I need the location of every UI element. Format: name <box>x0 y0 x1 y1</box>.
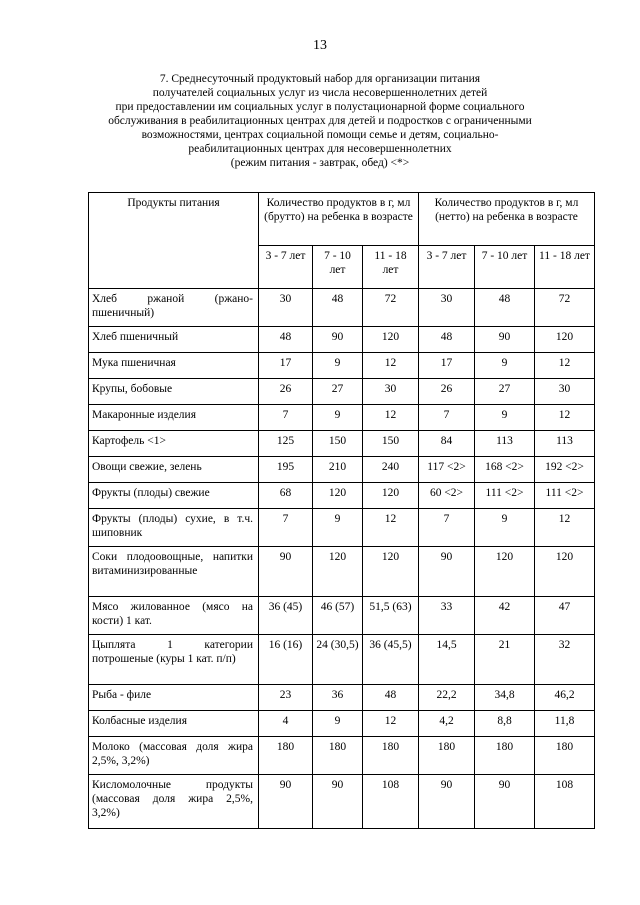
quantity-cell: 12 <box>535 405 595 431</box>
quantity-cell: 120 <box>363 327 419 353</box>
quantity-cell: 30 <box>535 379 595 405</box>
table-row <box>89 509 595 547</box>
quantity-cell: 150 <box>363 431 419 457</box>
quantity-cell: 26 <box>419 379 475 405</box>
quantity-cell: 16 (16) <box>259 635 313 685</box>
age-header: 11 - 18 лет <box>535 246 595 289</box>
quantity-cell: 21 <box>475 635 535 685</box>
quantity-cell: 120 <box>363 483 419 509</box>
quantity-cell: 30 <box>363 379 419 405</box>
quantity-cell: 108 <box>535 775 595 829</box>
table-row <box>89 635 595 685</box>
product-name-cell: Макаронные изделия <box>89 405 259 431</box>
quantity-cell: 90 <box>259 547 313 597</box>
quantity-cell: 180 <box>363 737 419 775</box>
quantity-cell: 240 <box>363 457 419 483</box>
product-name-cell: Фрукты (плоды) сухие, в т.ч. шиповник <box>89 509 259 547</box>
quantity-cell: 9 <box>475 405 535 431</box>
table-row <box>89 685 595 711</box>
header-product: Продукты питания <box>89 193 259 289</box>
quantity-cell: 9 <box>313 711 363 737</box>
quantity-cell: 90 <box>419 547 475 597</box>
quantity-cell: 14,5 <box>419 635 475 685</box>
quantity-cell: 111 <2> <box>535 483 595 509</box>
product-name-cell: Колбасные изделия <box>89 711 259 737</box>
quantity-cell: 72 <box>535 289 595 327</box>
food-norms-table <box>88 192 595 829</box>
heading-line: 7. Среднесуточный продуктовый набор для организации питания <box>159 73 481 85</box>
quantity-cell: 48 <box>313 289 363 327</box>
quantity-cell: 168 <2> <box>475 457 535 483</box>
product-name-cell: Хлеб пшеничный <box>89 327 259 353</box>
quantity-cell: 23 <box>259 685 313 711</box>
quantity-cell: 48 <box>475 289 535 327</box>
table-row <box>89 483 595 509</box>
quantity-cell: 36 (45,5) <box>363 635 419 685</box>
table-row <box>89 737 595 775</box>
table-row <box>89 379 595 405</box>
quantity-cell: 192 <2> <box>535 457 595 483</box>
quantity-cell: 90 <box>313 775 363 829</box>
quantity-cell: 7 <box>419 509 475 547</box>
quantity-cell: 11,8 <box>535 711 595 737</box>
quantity-cell: 51,5 (63) <box>363 597 419 635</box>
quantity-cell: 4,2 <box>419 711 475 737</box>
quantity-cell: 68 <box>259 483 313 509</box>
quantity-cell: 108 <box>363 775 419 829</box>
header-brutto: Количество продуктов в г, мл (брутто) на ребенка в возрасте <box>259 193 419 246</box>
quantity-cell: 180 <box>475 737 535 775</box>
quantity-cell: 120 <box>363 547 419 597</box>
heading-line: реабилитационных центрах для несовершеннолетних <box>188 143 452 155</box>
product-name-cell: Фрукты (плоды) свежие <box>89 483 259 509</box>
quantity-cell: 30 <box>259 289 313 327</box>
age-header: 7 - 10 лет <box>475 246 535 289</box>
table-row <box>89 289 595 327</box>
product-name-cell: Мука пшеничная <box>89 353 259 379</box>
heading-line: при предоставлении им социальных услуг в полустационарной форме социального <box>115 101 525 113</box>
quantity-cell: 180 <box>259 737 313 775</box>
section-heading <box>90 72 550 170</box>
quantity-cell: 90 <box>475 775 535 829</box>
quantity-cell: 7 <box>259 509 313 547</box>
quantity-cell: 7 <box>419 405 475 431</box>
product-name-cell: Кисломолочные продукты (массовая доля жира 2,5%, 3,2%) <box>89 775 259 829</box>
table-row <box>89 327 595 353</box>
table-row <box>89 547 595 597</box>
page-number: 13 <box>313 38 327 53</box>
quantity-cell: 9 <box>313 353 363 379</box>
quantity-cell: 90 <box>419 775 475 829</box>
product-name-cell: Овощи свежие, зелень <box>89 457 259 483</box>
quantity-cell: 30 <box>419 289 475 327</box>
quantity-cell: 48 <box>363 685 419 711</box>
quantity-cell: 180 <box>535 737 595 775</box>
product-name-cell: Молоко (массовая доля жира 2,5%, 3,2%) <box>89 737 259 775</box>
product-name-cell: Хлеб ржаной (ржано-пшеничный) <box>89 289 259 327</box>
quantity-cell: 180 <box>419 737 475 775</box>
heading-line: обслуживания в реабилитационных центрах для детей и подростков с ограниченными <box>108 115 532 127</box>
quantity-cell: 120 <box>535 327 595 353</box>
quantity-cell: 17 <box>259 353 313 379</box>
product-name-cell: Крупы, бобовые <box>89 379 259 405</box>
quantity-cell: 48 <box>419 327 475 353</box>
quantity-cell: 120 <box>475 547 535 597</box>
quantity-cell: 12 <box>535 353 595 379</box>
quantity-cell: 117 <2> <box>419 457 475 483</box>
quantity-cell: 47 <box>535 597 595 635</box>
product-name-cell: Соки плодоовощные, напитки витаминизированные <box>89 547 259 597</box>
quantity-cell: 9 <box>475 353 535 379</box>
quantity-cell: 84 <box>419 431 475 457</box>
quantity-cell: 46,2 <box>535 685 595 711</box>
quantity-cell: 36 (45) <box>259 597 313 635</box>
age-header: 7 - 10 лет <box>313 246 363 289</box>
quantity-cell: 12 <box>363 711 419 737</box>
quantity-cell: 12 <box>363 353 419 379</box>
table-row <box>89 405 595 431</box>
heading-line: получателей социальных услуг из числа несовершеннолетних детей <box>152 87 488 99</box>
quantity-cell: 12 <box>363 509 419 547</box>
table-header-row <box>89 193 595 246</box>
quantity-cell: 8,8 <box>475 711 535 737</box>
quantity-cell: 27 <box>313 379 363 405</box>
heading-line: возможностями, центрах социальной помощи семье и детям, социально- <box>141 129 499 141</box>
heading-line: (режим питания - завтрак, обед) <*> <box>230 157 410 169</box>
table-row <box>89 597 595 635</box>
age-header: 3 - 7 лет <box>259 246 313 289</box>
quantity-cell: 195 <box>259 457 313 483</box>
product-name-cell: Мясо жилованное (мясо на кости) 1 кат. <box>89 597 259 635</box>
quantity-cell: 9 <box>475 509 535 547</box>
table-row <box>89 775 595 829</box>
quantity-cell: 17 <box>419 353 475 379</box>
product-name-cell: Цыплята 1 категории потрошеные (куры 1 кат. п/п) <box>89 635 259 685</box>
quantity-cell: 60 <2> <box>419 483 475 509</box>
quantity-cell: 180 <box>313 737 363 775</box>
quantity-cell: 36 <box>313 685 363 711</box>
quantity-cell: 12 <box>535 509 595 547</box>
quantity-cell: 120 <box>313 547 363 597</box>
quantity-cell: 33 <box>419 597 475 635</box>
quantity-cell: 46 (57) <box>313 597 363 635</box>
quantity-cell: 90 <box>313 327 363 353</box>
table-row <box>89 457 595 483</box>
quantity-cell: 90 <box>475 327 535 353</box>
quantity-cell: 12 <box>363 405 419 431</box>
quantity-cell: 9 <box>313 405 363 431</box>
header-netto: Количество продуктов в г, мл (нетто) на ребенка в возрасте <box>419 193 595 246</box>
quantity-cell: 111 <2> <box>475 483 535 509</box>
quantity-cell: 24 (30,5) <box>313 635 363 685</box>
quantity-cell: 27 <box>475 379 535 405</box>
quantity-cell: 90 <box>259 775 313 829</box>
product-name-cell: Рыба - филе <box>89 685 259 711</box>
table-row <box>89 353 595 379</box>
quantity-cell: 34,8 <box>475 685 535 711</box>
quantity-cell: 120 <box>313 483 363 509</box>
quantity-cell: 125 <box>259 431 313 457</box>
quantity-cell: 32 <box>535 635 595 685</box>
quantity-cell: 42 <box>475 597 535 635</box>
quantity-cell: 113 <box>535 431 595 457</box>
quantity-cell: 7 <box>259 405 313 431</box>
age-header: 11 - 18 лет <box>363 246 419 289</box>
table-row <box>89 431 595 457</box>
product-name-cell: Картофель <1> <box>89 431 259 457</box>
table-row <box>89 711 595 737</box>
quantity-cell: 9 <box>313 509 363 547</box>
quantity-cell: 210 <box>313 457 363 483</box>
quantity-cell: 120 <box>535 547 595 597</box>
quantity-cell: 113 <box>475 431 535 457</box>
quantity-cell: 26 <box>259 379 313 405</box>
quantity-cell: 150 <box>313 431 363 457</box>
quantity-cell: 22,2 <box>419 685 475 711</box>
quantity-cell: 48 <box>259 327 313 353</box>
quantity-cell: 4 <box>259 711 313 737</box>
quantity-cell: 72 <box>363 289 419 327</box>
age-header: 3 - 7 лет <box>419 246 475 289</box>
